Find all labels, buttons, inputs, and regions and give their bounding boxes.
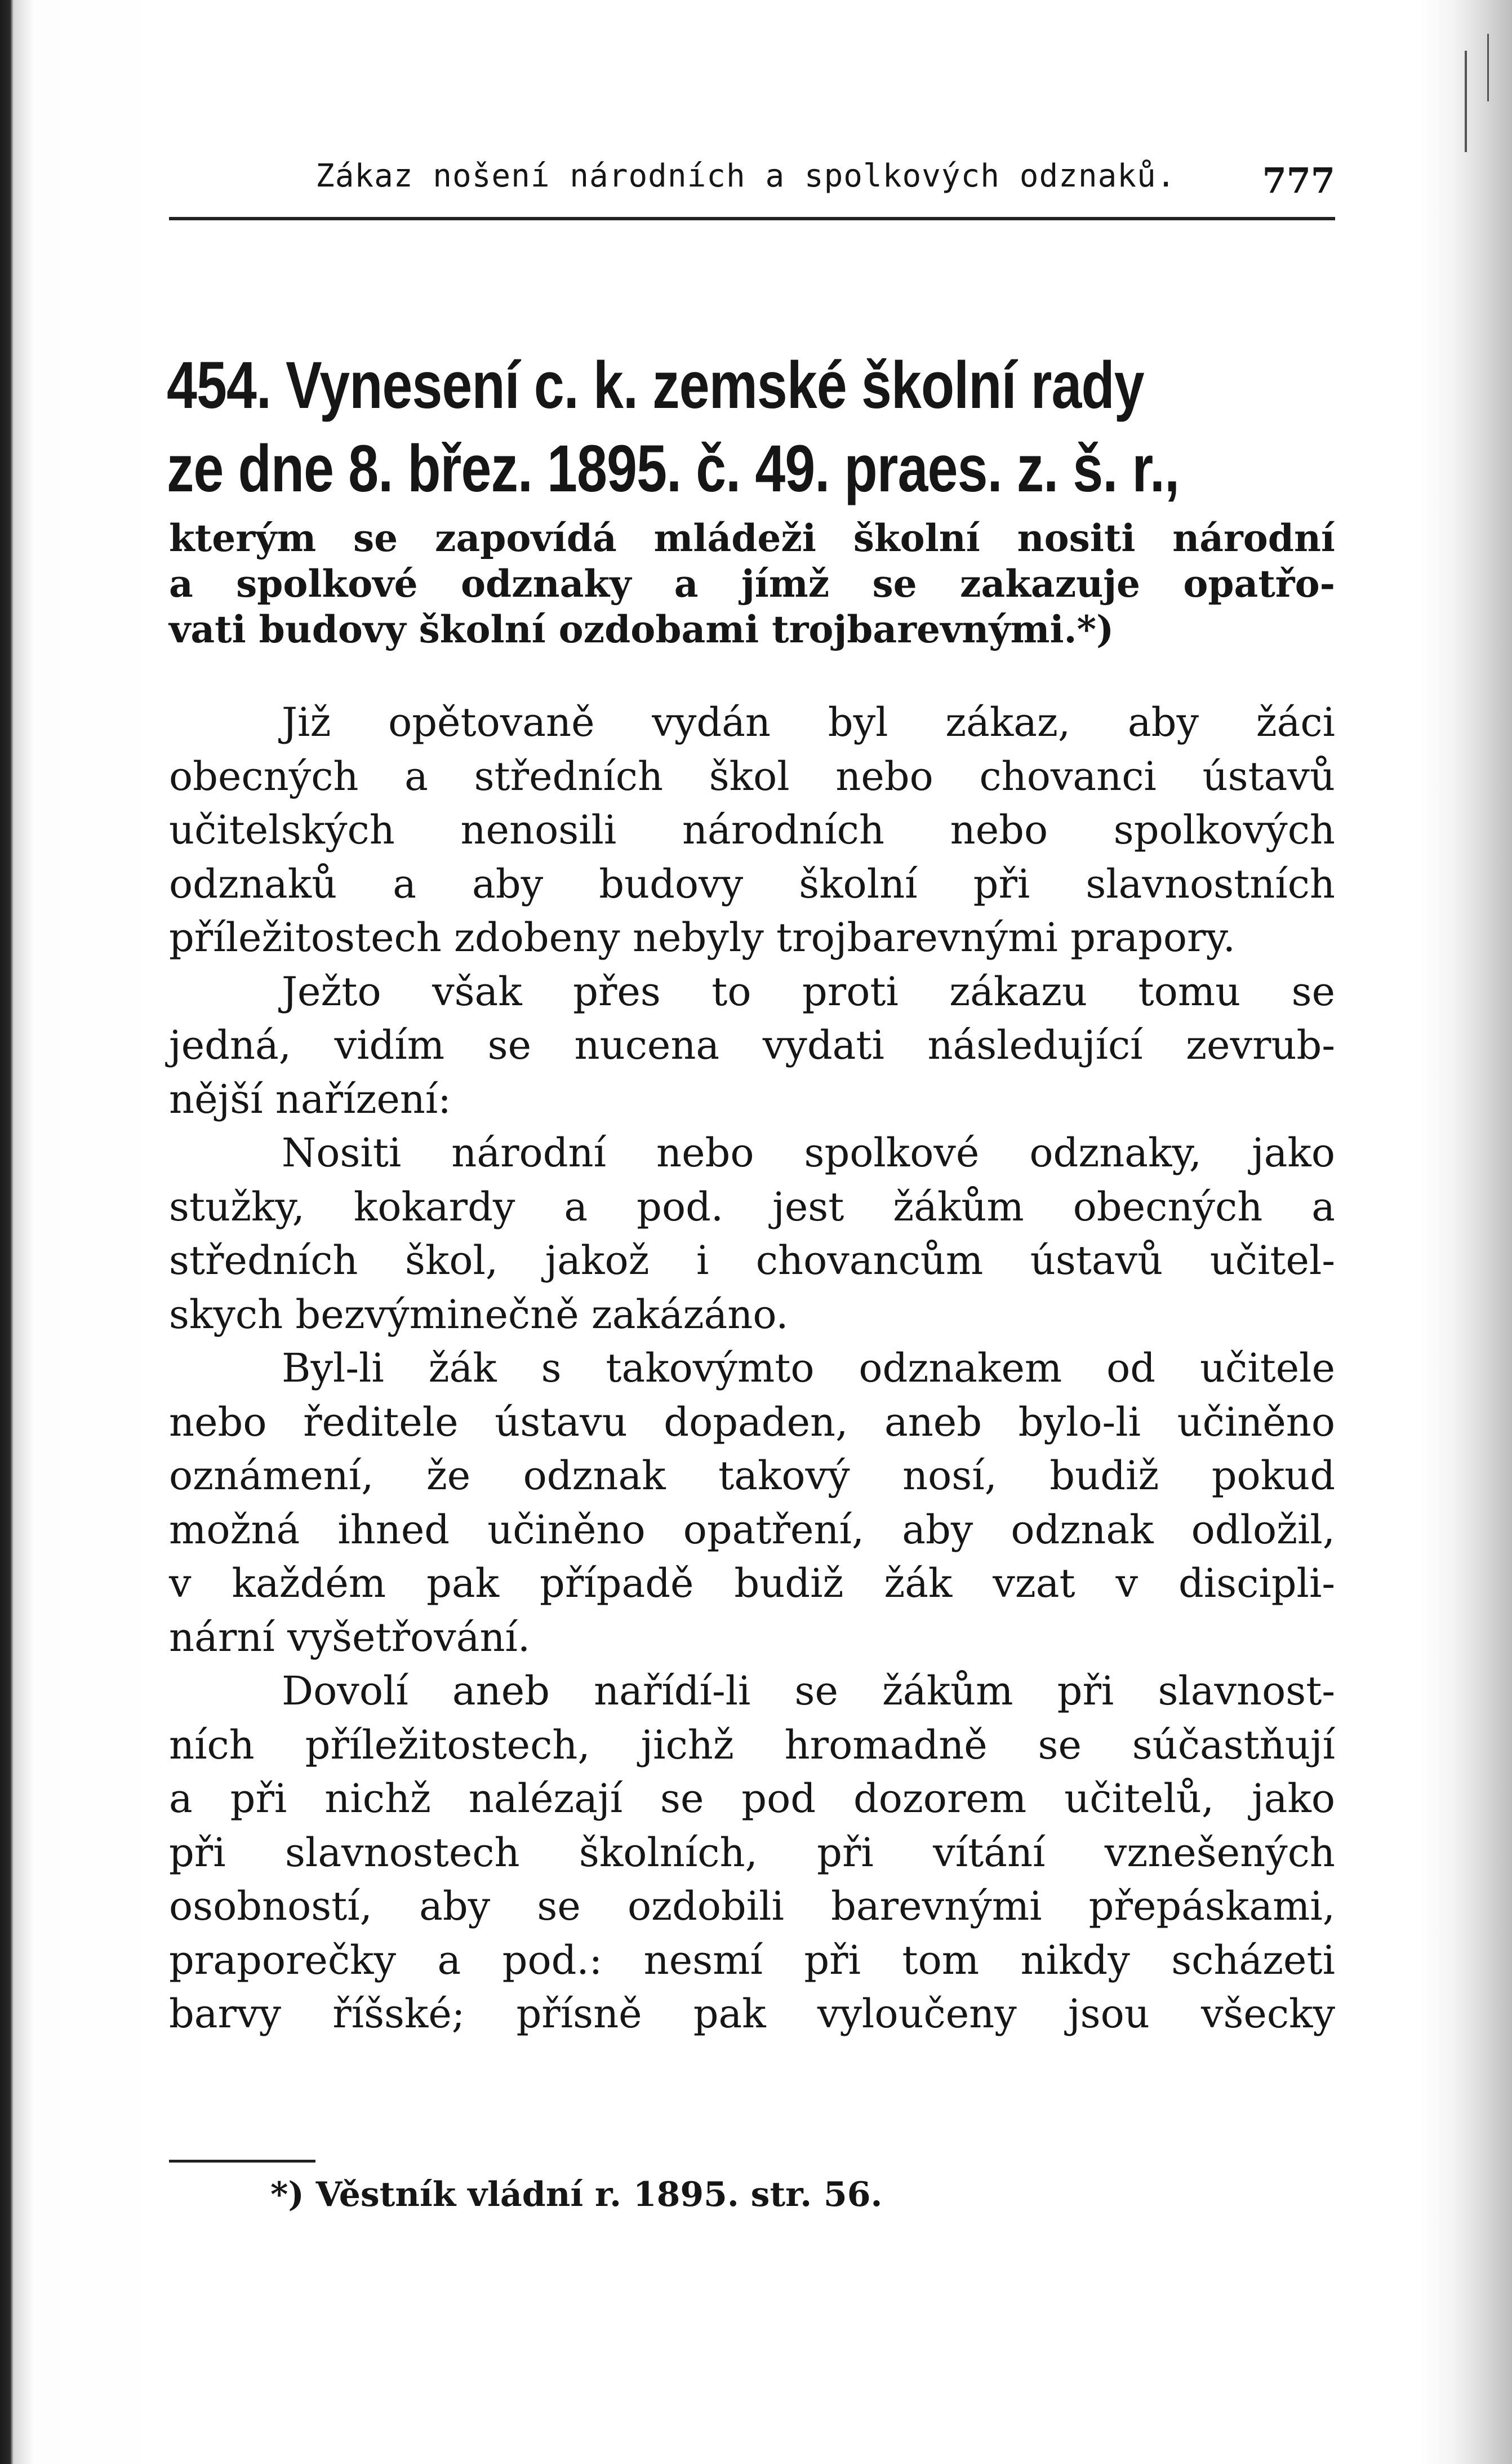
body-text: [169, 696, 1335, 2041]
running-header: [169, 158, 1335, 208]
body-line: možná ihned učiněno opatření, aby odznak odložil,: [169, 1506, 1335, 1553]
body-line: příležitostech zdobeny nebyly trojbarevnými prapory.: [169, 914, 1236, 961]
body-line: Byl-li žák s takovýmto odznakem od učitele: [282, 1345, 1335, 1391]
body-line: skych bezvýminečně zakázáno.: [169, 1291, 789, 1338]
body-line: Dovolí aneb nařídí-li se žákům při slavnost-: [282, 1668, 1335, 1714]
body-line: nebo ředitele ústavu dopaden, aneb bylo-li učiněno: [169, 1399, 1335, 1445]
body-line: oznámení, že odznak takový nosí, budiž pokud: [169, 1453, 1335, 1499]
running-title: Zákaz nošení národních a spolkových odznaků.: [315, 158, 1176, 194]
body-line: nější nařízení:: [169, 1076, 451, 1122]
header-rule: [169, 217, 1335, 220]
body-line: praporečky a pod.: nesmí při tom nikdy scházeti: [169, 1937, 1335, 1983]
body-line: ních příležitostech, jichž hromadně se súčastňují: [169, 1721, 1335, 1768]
body-line: při slavnostech školních, při vítání vznešených: [169, 1829, 1335, 1876]
body-line: barvy říšské; přísně pak vyloučeny jsou všecky: [169, 1991, 1335, 2037]
scan-mark: [1465, 51, 1467, 152]
body-line: obecných a středních škol nebo chovanci ústavů: [169, 753, 1335, 800]
body-line: středních škol, jakož i chovancům ústavů učitel-: [169, 1237, 1335, 1284]
subheading-line: vati budovy školní ozdobami trojbarevnými.*): [169, 607, 1114, 651]
footnote-rule: [169, 2160, 315, 2163]
body-line: stužky, kokardy a pod. jest žákům obecných a: [169, 1183, 1335, 1230]
page-number: 777: [1262, 160, 1335, 201]
body-line: nární vyšetřování.: [169, 1614, 531, 1661]
subheading-line: a spolkové odznaky a jímž se zakazuje opatřo-: [169, 562, 1335, 606]
heading-line: ze dne 8. břez. 1895. č. 49. praes. z. š. r.,: [167, 432, 1180, 506]
body-line: a při nichž nalézají se pod dozorem učitelů, jako: [169, 1775, 1335, 1822]
section-heading: [167, 344, 1180, 510]
heading-line: 454. Vynesení c. k. zemské školní rady: [167, 348, 1144, 423]
body-line: odznaků a aby budovy školní při slavnostních: [169, 860, 1335, 907]
body-line: Nositi národní nebo spolkové odznaky, jako: [282, 1130, 1335, 1176]
body-line: osobností, aby se ozdobili barevnými přepáskami,: [169, 1883, 1335, 1929]
scan-mark: [1487, 34, 1489, 101]
body-line: v každém pak případě budiž žák vzat v discipli-: [169, 1560, 1335, 1606]
body-line: Ježto však přes to proti zákazu tomu se: [282, 968, 1335, 1015]
body-line: jedná, vidím se nucena vydati následující zevrub-: [169, 1022, 1335, 1068]
footnote: *) Věstník vládní r. 1895. str. 56.: [270, 2175, 883, 2214]
section-subheading: [169, 516, 1335, 652]
body-line: učitelských nenosili národních nebo spolkových: [169, 807, 1335, 853]
subheading-line: kterým se zapovídá mládeži školní nositi národní: [169, 516, 1335, 560]
body-line: Již opětovaně vydán byl zákaz, aby žáci: [282, 699, 1335, 745]
